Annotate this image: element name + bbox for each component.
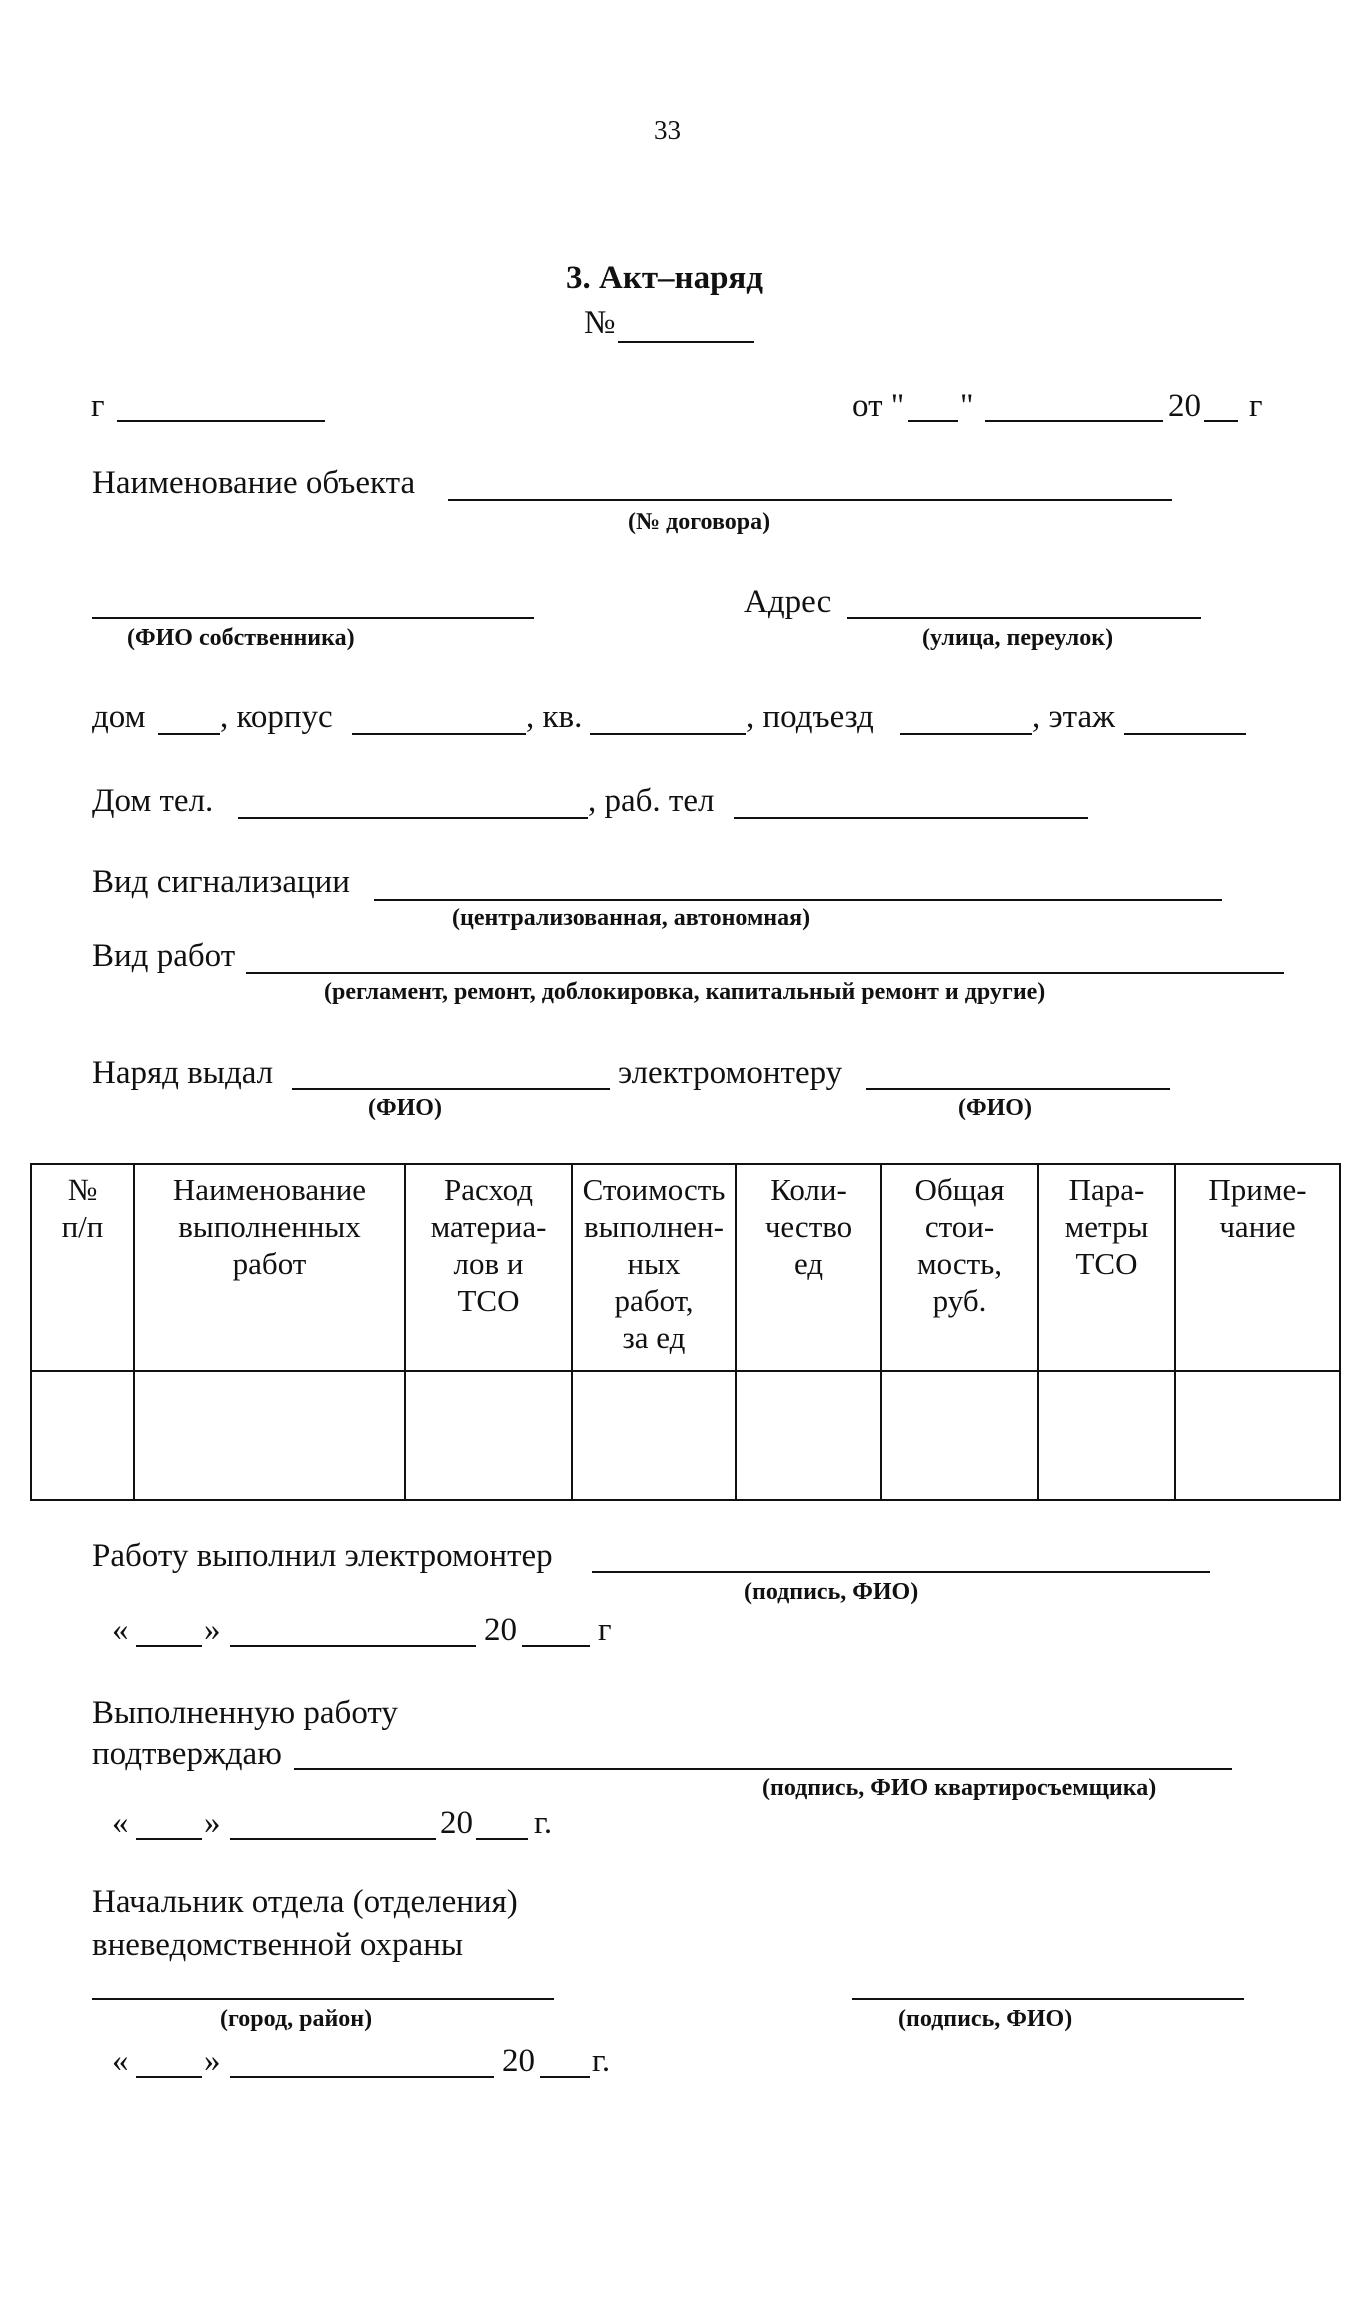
performed-year-prefix: 20 xyxy=(484,1612,517,1648)
work-phone-label: , раб. тел xyxy=(588,783,715,819)
chief-quote-close: » xyxy=(204,2043,221,2079)
performed-quote-open: « xyxy=(112,1612,129,1648)
confirm-year-prefix: 20 xyxy=(440,1805,473,1841)
page-number: 33 xyxy=(654,115,681,145)
chief-day-field[interactable] xyxy=(136,2076,202,2078)
apartment-field[interactable] xyxy=(590,733,746,735)
owner-hint: (ФИО собственника) xyxy=(127,625,355,651)
work-phone-field[interactable] xyxy=(734,817,1088,819)
confirm-quote-open: « xyxy=(112,1805,129,1841)
performed-hint: (подпись, ФИО) xyxy=(744,1579,919,1605)
electrician-field[interactable] xyxy=(866,1088,1170,1090)
confirm-hint: (подпись, ФИО квартиросъемщика) xyxy=(762,1775,1157,1801)
confirm-quote-close: » xyxy=(204,1805,221,1841)
city-field[interactable] xyxy=(117,420,325,422)
work-type-label: Вид работ xyxy=(92,938,236,974)
chief-year-field[interactable] xyxy=(540,2076,590,2078)
table-cell[interactable] xyxy=(134,1371,405,1500)
table-cell[interactable] xyxy=(881,1371,1038,1500)
confirm-line1: Выполненную работу xyxy=(92,1695,398,1731)
date-day-field[interactable] xyxy=(908,420,958,422)
column-header: Расход материа- лов и ТСО xyxy=(405,1164,572,1371)
address-hint: (улица, переулок) xyxy=(922,625,1114,651)
chief-hint-right: (подпись, ФИО) xyxy=(898,2006,1073,2032)
owner-field[interactable] xyxy=(92,617,534,619)
table-header-row xyxy=(31,1164,1340,1371)
column-header: Наименование выполненных работ xyxy=(134,1164,405,1371)
works-table xyxy=(30,1163,1341,1501)
chief-month-field[interactable] xyxy=(230,2076,494,2078)
chief-city-field[interactable] xyxy=(92,1998,554,2000)
performed-year-suffix: г xyxy=(598,1612,612,1648)
house-label: дом xyxy=(92,699,146,735)
confirm-year-field[interactable] xyxy=(476,1838,528,1840)
house-field[interactable] xyxy=(158,733,220,735)
document-title: 3. Акт–наряд xyxy=(566,260,763,296)
performed-quote-close: » xyxy=(204,1612,221,1648)
object-hint: (№ договора) xyxy=(628,509,771,535)
alarm-field[interactable] xyxy=(374,899,1222,901)
home-phone-field[interactable] xyxy=(238,817,588,819)
work-type-field[interactable] xyxy=(246,972,1284,974)
column-header: Общая стои- мость, руб. xyxy=(881,1164,1038,1371)
date-year-field[interactable] xyxy=(1204,420,1238,422)
object-label: Наименование объекта xyxy=(92,465,416,501)
chief-year-suffix: г. xyxy=(592,2043,611,2079)
entrance-field[interactable] xyxy=(900,733,1032,735)
object-field[interactable] xyxy=(448,499,1172,501)
chief-signature-field[interactable] xyxy=(852,1998,1244,2000)
home-phone-label: Дом тел. xyxy=(92,783,214,819)
confirm-line2: подтверждаю xyxy=(92,1736,282,1772)
chief-quote-open: « xyxy=(112,2043,129,2079)
date-from-label: от " xyxy=(852,388,905,424)
date-quote-close: " xyxy=(960,388,974,424)
column-header: Стоимость выполнен- ных работ, за ед xyxy=(572,1164,736,1371)
table-cell[interactable] xyxy=(1038,1371,1175,1500)
building-label: , корпус xyxy=(220,699,333,735)
table-row xyxy=(31,1371,1340,1500)
alarm-hint: (централизованная, автономная) xyxy=(452,905,811,931)
building-field[interactable] xyxy=(352,733,526,735)
table-cell[interactable] xyxy=(736,1371,881,1500)
performed-day-field[interactable] xyxy=(136,1645,202,1647)
apartment-label: , кв. xyxy=(526,699,583,735)
chief-hint-left: (город, район) xyxy=(220,2006,373,2032)
floor-field[interactable] xyxy=(1124,733,1246,735)
table-cell[interactable] xyxy=(31,1371,134,1500)
performed-label: Работу выполнил электромонтер xyxy=(92,1538,553,1574)
confirm-year-suffix: г. xyxy=(534,1805,553,1841)
performed-year-field[interactable] xyxy=(522,1645,590,1647)
act-number-label: № xyxy=(584,305,616,341)
column-header: Приме- чание xyxy=(1175,1164,1340,1371)
confirm-month-field[interactable] xyxy=(230,1838,436,1840)
table-cell[interactable] xyxy=(572,1371,736,1500)
address-field[interactable] xyxy=(847,617,1201,619)
work-type-hint: (регламент, ремонт, доблокировка, капитальный ремонт и другие) xyxy=(324,979,1046,1005)
confirm-day-field[interactable] xyxy=(136,1838,202,1840)
floor-label: , этаж xyxy=(1032,699,1115,735)
issued-label: Наряд выдал xyxy=(92,1055,274,1091)
issued-hint-left: (ФИО) xyxy=(368,1095,442,1121)
date-year-prefix: 20 xyxy=(1168,388,1201,424)
act-number-field[interactable] xyxy=(618,341,754,343)
entrance-label: , подъезд xyxy=(746,699,874,735)
alarm-label: Вид сигнализации xyxy=(92,864,350,900)
address-label: Адрес xyxy=(744,584,832,620)
table-cell[interactable] xyxy=(405,1371,572,1500)
electrician-label: электромонтеру xyxy=(618,1055,843,1091)
chief-year-prefix: 20 xyxy=(502,2043,535,2079)
issued-by-field[interactable] xyxy=(292,1088,610,1090)
performed-field[interactable] xyxy=(592,1571,1210,1573)
chief-line2: вневедомственной охраны xyxy=(92,1927,464,1963)
date-year-suffix: г xyxy=(1249,388,1263,424)
column-header: № п/п xyxy=(31,1164,134,1371)
date-month-field[interactable] xyxy=(985,420,1163,422)
column-header: Коли- чество ед xyxy=(736,1164,881,1371)
city-label: г xyxy=(91,388,105,424)
column-header: Пара- метры ТСО xyxy=(1038,1164,1175,1371)
issued-hint-right: (ФИО) xyxy=(958,1095,1032,1121)
performed-month-field[interactable] xyxy=(230,1645,476,1647)
table-cell[interactable] xyxy=(1175,1371,1340,1500)
chief-line1: Начальник отдела (отделения) xyxy=(92,1884,518,1920)
confirm-field[interactable] xyxy=(294,1768,1232,1770)
